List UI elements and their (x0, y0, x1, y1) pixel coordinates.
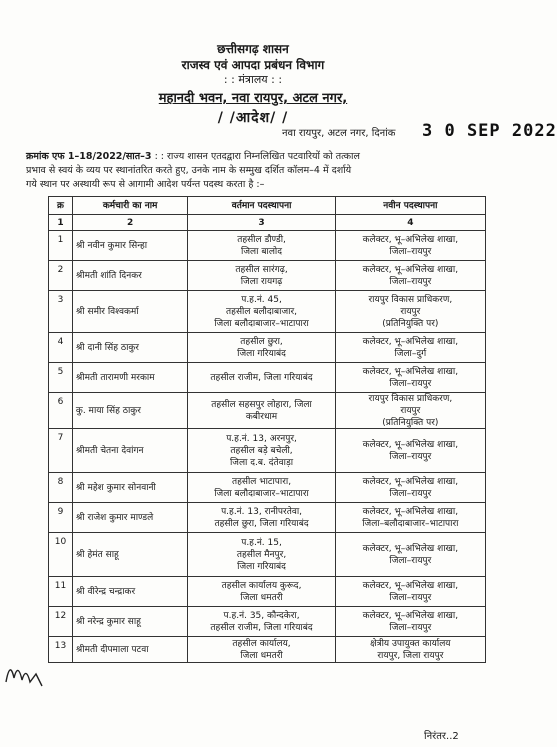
current-posting-line: जिला गरियाबंद (237, 561, 286, 572)
employee-name: श्री नवीन कुमार सिन्हा (73, 231, 188, 260)
new-posting (336, 577, 485, 606)
employee-name: श्री नरेन्द्र कुमार साहू (73, 607, 188, 636)
date-stamp: 3 0 SEP 2022 (422, 121, 557, 141)
employee-name: कु. माया सिंह ठाकुर (73, 393, 188, 428)
col-number: 3 (188, 215, 335, 230)
current-posting (188, 363, 335, 392)
serial-number: 11 (49, 577, 73, 606)
order-ref: क्रमांक एफ 1–18/2022/सात–3 (26, 151, 152, 162)
new-posting (336, 393, 485, 428)
new-posting-line: रायपुर विकास प्राधिकरण, (368, 393, 453, 404)
current-posting-line: तहसील सहसपुर लोहारा, जिला (211, 399, 312, 410)
current-posting-line: तहसील कार्यालय कुरूद, (221, 580, 302, 591)
signature-mark (2, 652, 62, 692)
new-posting-line: जिला–रायपुर (389, 592, 432, 603)
current-posting (188, 577, 335, 606)
serial-number: 7 (49, 429, 73, 472)
current-posting-line: जिला धमतरी (240, 650, 283, 661)
current-posting (188, 333, 335, 362)
employee-name: श्री राजेश कुमार माण्डले (73, 503, 188, 532)
table-row (49, 393, 485, 429)
new-posting-line: कलेक्टर, भू–अभिलेख शाखा, (362, 610, 459, 621)
col-number: 4 (407, 217, 414, 228)
new-posting-line: कलेक्टर, भू–अभिलेख शाखा, (362, 439, 459, 450)
new-posting (336, 473, 485, 502)
order-paragraph-line-2: प्रभाव से स्वयं के व्यय पर स्थानांतरित करते हुए, उनके नाम के सम्मुख दर्शित कॉलम–4 में दर्शाये (26, 165, 352, 176)
new-posting-line: कलेक्टर, भू–अभिलेख शाखा, (362, 506, 459, 517)
new-posting-line: जिला–बलौदाबाजार–भाटापारा (362, 518, 459, 529)
new-posting (336, 429, 485, 472)
table-row (49, 333, 485, 363)
table-header-row (49, 197, 485, 215)
current-posting-line: जिला धमतरी (240, 592, 283, 603)
current-posting-line: तहसील कार्यालय, (232, 638, 291, 649)
current-posting-line: प.ह.नं. 13, रानीपरतेवा, (221, 506, 303, 517)
employee-name: श्री दानी सिंह ठाकुर (73, 333, 188, 362)
order-paragraph-line-3: गये स्थान पर अस्थायी रूप से आगामी आदेश पर्यन्त पदस्थ करता है :– (26, 179, 265, 190)
table-row (49, 261, 485, 291)
serial-number: 10 (49, 533, 73, 576)
employee-name: श्रीमती दीपमाला पटवा (73, 637, 188, 662)
current-posting-line: जिला द.ब. दंतेवाड़ा (229, 457, 294, 468)
serial-number: 1 (49, 231, 73, 260)
table-row (49, 291, 485, 333)
department-title: राजस्व एवं आपदा प्रबंधन विभाग (181, 58, 325, 72)
new-posting-line: जिला–रायपुर (389, 622, 432, 633)
current-posting-line: जिला बलौदाबाजार–भाटापारा (214, 488, 309, 499)
employee-name: श्रीमती तारामणी मरकाम (73, 363, 188, 392)
table-row (49, 363, 485, 393)
new-posting-line: जिला–रायपुर (389, 555, 432, 566)
current-posting-line: प.ह.नं. 45, (241, 294, 282, 305)
current-posting-line: तहसील मैनपुर, (236, 549, 287, 560)
serial-number: 5 (49, 363, 73, 392)
header-new-posting: नवीन पदस्थापना (383, 200, 438, 211)
employee-name: श्री हेमंत साहू (73, 533, 188, 576)
employee-name: श्रीमती शांति दिनकर (73, 261, 188, 290)
serial-number: 4 (49, 333, 73, 362)
new-posting-line: कलेक्टर, भू–अभिलेख शाखा, (362, 264, 459, 275)
serial-number: 9 (49, 503, 73, 532)
current-posting-line: तहसील बड़े बचेली, (230, 445, 293, 456)
new-posting (336, 607, 485, 636)
serial-number: 13 (49, 637, 73, 662)
current-posting-line: प.ह.नं. 15, (241, 537, 282, 548)
current-posting (188, 429, 335, 472)
new-posting-line: कलेक्टर, भू–अभिलेख शाखा, (362, 234, 459, 245)
serial-number: 12 (49, 607, 73, 636)
current-posting-line: प.ह.नं. 35, कौन्दकेरा, (223, 610, 300, 621)
serial-number: 6 (49, 393, 73, 428)
table-row (49, 429, 485, 473)
col-number: 2 (73, 215, 188, 230)
new-posting (336, 261, 485, 290)
table-row (49, 577, 485, 607)
serial-number: 2 (49, 261, 73, 290)
current-posting-line: तहसील छुरा, (240, 336, 283, 347)
new-posting (336, 637, 485, 662)
current-posting-line: तहसील सारंगढ़, (235, 264, 288, 275)
new-posting-line: रायपुर (400, 306, 421, 317)
table-row (49, 231, 485, 261)
new-posting-line: रायपुर, जिला रायपुर (377, 650, 444, 661)
current-posting-line: जिला बलौदाबाजार–भाटापारा (214, 318, 309, 329)
table-row (49, 473, 485, 503)
address-line: महानदी भवन, नवा रायपुर, अटल नगर, (158, 91, 348, 106)
current-posting (188, 473, 335, 502)
table-row (49, 637, 485, 663)
new-posting-line: रायपुर (400, 405, 421, 416)
current-posting-line: तहसील बलौदाबाजार, (226, 306, 298, 317)
new-posting (336, 333, 485, 362)
col-number: 1 (49, 215, 73, 230)
employee-name: श्री वीरेन्द्र चन्द्राकर (73, 577, 188, 606)
order-text-1: : : राज्य शासन एतदद्वारा निम्नलिखित पटवारियों को तत्काल (151, 151, 360, 162)
employee-name: श्रीमती चेतना देवांगन (73, 429, 188, 472)
current-posting (188, 503, 335, 532)
current-posting-line: कबीरधाम (245, 411, 278, 422)
new-posting (336, 231, 485, 260)
table-row (49, 533, 485, 577)
new-posting-line: जिला–रायपुर (389, 451, 432, 462)
new-posting-line: कलेक्टर, भू–अभिलेख शाखा, (362, 336, 459, 347)
new-posting-line: (प्रतिनियुक्ति पर) (382, 318, 439, 329)
current-posting (188, 261, 335, 290)
new-posting-line: रायपुर विकास प्राधिकरण, (368, 294, 453, 305)
current-posting-line: तहसील भाटापारा, (231, 476, 292, 487)
current-posting (188, 637, 335, 662)
employee-name: श्री महेश कुमार सोनवानी (73, 473, 188, 502)
transfer-table (48, 196, 486, 663)
current-posting-line: तहसील डौण्डी, (237, 234, 286, 245)
current-posting-line: तहसील राजीम, जिला गरियाबंद (210, 622, 313, 633)
current-posting-line: प.ह.नं. 13, अरनपुर, (226, 433, 297, 444)
new-posting (336, 363, 485, 392)
new-posting-line: कलेक्टर, भू–अभिलेख शाखा, (362, 476, 459, 487)
table-row (49, 607, 485, 637)
new-posting (336, 291, 485, 332)
current-posting-line: तहसील राजीम, जिला गरियाबंद (210, 372, 313, 383)
header-serial: क्र (49, 197, 73, 214)
new-posting-line: जिला–रायपुर (389, 488, 432, 499)
new-posting-line: कलेक्टर, भू–अभिलेख शाखा, (362, 580, 459, 591)
new-posting-line: कलेक्टर, भू–अभिलेख शाखा, (362, 366, 459, 377)
order-paragraph-line-1 (26, 150, 494, 164)
header-current-posting: वर्तमान पदस्थापना (188, 197, 335, 214)
serial-number: 8 (49, 473, 73, 502)
order-heading: / /आदेश/ / (217, 110, 289, 126)
new-posting-line: जिला–रायपुर (389, 276, 432, 287)
employee-name: श्री समीर विश्वकर्मा (73, 291, 188, 332)
current-posting (188, 231, 335, 260)
current-posting (188, 607, 335, 636)
new-posting (336, 503, 485, 532)
serial-number: 3 (49, 291, 73, 332)
new-posting-line: कलेक्टर, भू–अभिलेख शाखा, (362, 543, 459, 554)
new-posting-line: क्षेत्रीय उपायुक्त कार्यालय (370, 638, 451, 649)
new-posting-line: (प्रतिनियुक्ति पर) (382, 417, 439, 428)
current-posting (188, 533, 335, 576)
new-posting-line: जिला–रायपुर (389, 246, 432, 257)
govt-title: छत्तीसगढ़ शासन (217, 42, 289, 56)
header-name: कर्मचारी का नाम (73, 197, 188, 214)
ministry-label: : : मंत्रालय : : (223, 73, 283, 86)
current-posting-line: जिला गरियाबंद (237, 348, 286, 359)
new-posting-line: जिला–रायपुर (389, 378, 432, 389)
table-row (49, 503, 485, 533)
current-posting-line: तहसील छुरा, जिला गरियाबंद (214, 518, 309, 529)
continued-note: निरंतर..2 (424, 731, 459, 742)
new-posting (336, 533, 485, 576)
current-posting (188, 291, 335, 332)
new-posting-line: जिला–दुर्ग (394, 348, 427, 359)
current-posting-line: जिला बालोद (241, 246, 283, 257)
dateline: नवा रायपुर, अटल नगर, दिनांक (282, 128, 396, 139)
table-column-number-row (49, 215, 485, 231)
current-posting (188, 393, 335, 428)
current-posting-line: जिला रायगढ़ (240, 276, 283, 287)
